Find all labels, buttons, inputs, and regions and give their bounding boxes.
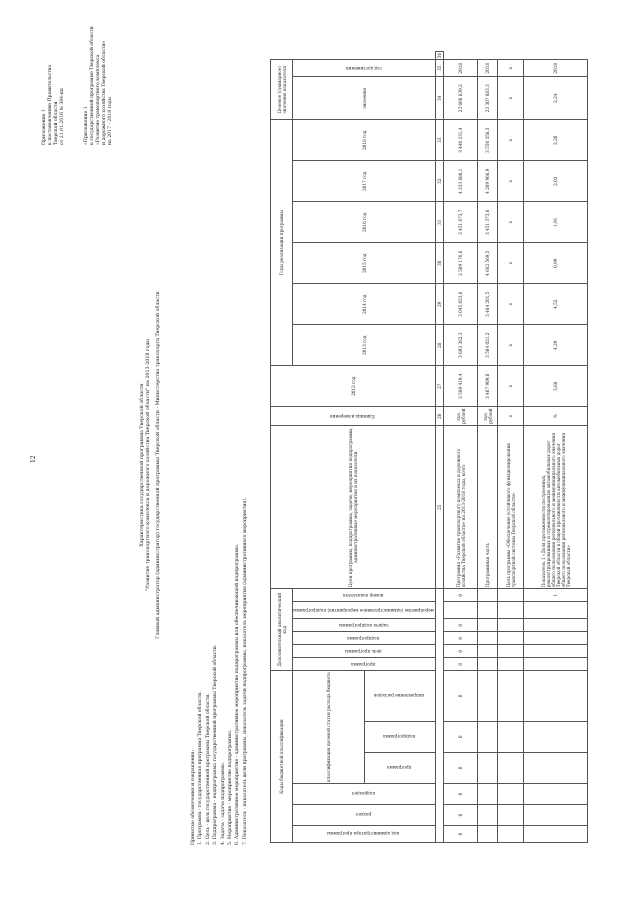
row-year-value: х [498,202,524,243]
column-number: 31 [436,202,444,243]
header-section: раздел [293,805,436,826]
header-year-2013: 2013 год [293,325,436,366]
row-year-value: 3 045 023,6 [444,284,478,325]
row-target: 23 307 683,3 [478,77,498,120]
header-year-2015: 2015 год [293,243,436,284]
row-2012: 3,68 [524,366,588,407]
row-target-year: 2018 [478,60,498,77]
heading-line: "Развитие транспортного комплекса и дорожного хозяйства Тверской области" на 2013-2018 годы [146,338,151,592]
row-year-value: х [498,325,524,366]
header-indicator-num: номер показателя [293,589,436,602]
row-name: Программа «Развитие транспортного комплекса и дорожного хозяйства Тверской области» на 2013-2018 годы, всего [444,426,478,589]
appendix-line: к постановлению Правительства [48,64,53,145]
header-program: программа [364,752,436,783]
appendix-line: Тверской области [54,101,59,145]
code-cell: 0 [444,589,478,602]
row-year-value: 3 692 362,3 [444,325,478,366]
code-cell: 1 [524,589,588,602]
abbreviations-notes [190,345,249,845]
row-target-year: х [498,60,524,77]
note-line: 7. Показатель - показатель цели программы, показатель задачи подпрограммы, показатель мероприятия (административного мероприятия). [242,497,248,845]
code-cell [444,602,478,619]
code-cell: 0 [444,671,478,721]
program-characteristics-table [270,51,588,843]
header-program-code: программа [293,658,436,671]
header-subprog: подпрограмма [293,632,436,645]
column-number: 29 [436,284,444,325]
row-unit: % [524,407,588,426]
header-year-2016: 2016 год [293,202,436,243]
column-number: 30 [436,243,444,284]
row-year-value: 2,02 [524,161,588,202]
header-year-2017: 2017 год [293,161,436,202]
appendix-line: «Развитие транспортного комплекса [96,54,101,145]
header-target-item: классификация целевой статьи расхода бюджета [293,671,365,784]
row-year-value: 3 550 358,3 [478,120,498,161]
column-number: 28 [436,325,444,366]
table-row [524,51,588,842]
header-2012: 2012 год [271,366,436,407]
row-2012: 3 467 909,8 [478,366,498,407]
row-year-value: 2,20 [524,120,588,161]
code-cell: 0 [444,784,478,805]
header-year-achieve: год достижения [293,60,436,77]
header-value: значение [293,77,436,120]
row-target-year: 2018 [524,60,588,77]
row-year-value: 1,91 [524,202,588,243]
code-cell: 0 [444,658,478,671]
column-number: 25 [436,426,444,589]
code-cell: 0 [444,805,478,826]
appendix-line: от 21.01.2016 № 384-пп [60,88,65,145]
header-event: мероприятие (административное мероприятие) подпрограммы [293,602,436,619]
note-line: 1. Программа - государственная программа Тверской области. [198,691,204,845]
header-subprogram: подпрограмма [364,721,436,752]
row-name: Цель программы «Обеспечение устойчивого функционирования транспортной системы Тверской области» [498,426,524,589]
column-number: 36 [437,52,443,59]
appendix-line: «Приложение 1 [84,106,89,145]
heading-line: Главный администратор (администратор) государственной программы Тверской области - Министерство транспорта Тверской области [156,291,161,639]
row-year-value: 2 509 176,6 [444,243,478,284]
row-unit: х [498,407,524,426]
column-number: 33 [436,120,444,161]
document-heading [140,225,162,705]
row-year-value: х [498,243,524,284]
row-target: 23 060 839,2 [444,77,478,120]
row-year-value: х [498,120,524,161]
row-unit: тыс. рублей [478,407,498,426]
row-year-value: 4,52 [524,284,588,325]
row-year-value: х [498,284,524,325]
note-line: 3. Подпрограмма - подпрограмма государственной программы Тверской области. [213,644,219,845]
note-line: 4. Задача - задача подпрограммы. [220,761,226,845]
appendix-line: к государственной программе Тверской области [90,26,95,145]
row-name: Показатель 1 «Доля протяженности построенных, реконструированных и отремонтированных автомобильных дорог общего пользования регионального и межмуниципального значения Тверской области в общей протяженности автомобильных дорог общего пользования регионального и межмуниципального значения Тверской области» [524,426,588,589]
header-task: задача подпрограммы [293,619,436,632]
row-year-value: х [498,161,524,202]
appendix-line: на 2017 - 2018 годы [108,96,113,145]
row-year-value: 4 662 569,5 [478,243,498,284]
appendix-program-block [84,5,114,145]
column-number: 27 [436,366,444,407]
header-admin: код администратора программы [293,826,436,843]
row-year-value: 4,29 [524,325,588,366]
header-add-code: Дополнительный аналитический код [271,589,293,671]
note-line: 6. Административное мероприятие - административное мероприятие подпрограммы или обеспечивающей подпрограммы. [235,543,241,845]
appendix-order-block [42,25,66,145]
row-2012: х [498,366,524,407]
column-number: 35 [436,60,444,77]
code-cell: 0 [444,721,478,752]
header-years: Годы реализации программы [271,120,293,366]
row-year-value: 3 451 673,7 [444,202,478,243]
column-number: 34 [436,77,444,120]
header-direction: направление расходов [364,671,436,721]
row-year-value: 4 209 966,9 [478,161,498,202]
note-line: Принятые обозначения и сокращения: [191,749,196,845]
code-cell: 0 [444,645,478,658]
row-2012: 3 569 419,4 [444,366,478,407]
header-budget-codes: Коды бюджетной классификации [271,671,293,843]
column-number: 32 [436,161,444,202]
row-unit: тыс. рублей [444,407,478,426]
header-year-2018: 2018 год [293,120,436,161]
code-cell: 0 [444,632,478,645]
row-target: х [498,77,524,120]
header-name: Цели программы, подпрограммы, задачи, мероприятия подпрограммы, административные мероприятия и их показатели [271,426,436,589]
row-year-value: 3 440 231,4 [444,120,478,161]
table-row [478,51,498,842]
row-year-value: 3 451 373,6 [478,202,498,243]
heading-line: Характеристика государственной программы Тверской области [140,383,145,547]
header-year-2014: 2014 год [293,284,436,325]
column-number: 26 [436,407,444,426]
code-cell: 0 [444,619,478,632]
row-name: Программная часть [478,426,498,589]
row-year-value: 0,99 [524,243,588,284]
row-year-value: 3 464 201,5 [478,284,498,325]
appendix-line: Приложение 1 [42,109,47,145]
note-line: 2. Цель - цель государственной программы Тверской области. [205,693,211,845]
header-target: Целевое (суммарное) значение показателя [271,60,293,120]
column-number-row [436,51,444,842]
note-line: 5. Мероприятие - мероприятие подпрограммы. [228,729,234,845]
appendix-line: и дорожного хозяйства Тверской области» [102,40,107,145]
row-target: 2,24 [524,77,588,120]
row-year-value: 3 504 021,2 [478,325,498,366]
table-row [444,51,478,842]
row-year-value: 4 233 880,1 [444,161,478,202]
header-goal: цель программы [293,645,436,658]
code-cell: 0 [444,826,478,843]
page-number: 12 [30,455,37,463]
row-target-year: 2018 [444,60,478,77]
header-subsection: подраздел [293,784,436,805]
header-unit: Единица измерения [271,407,436,426]
code-cell: 0 [444,752,478,783]
table-row [498,51,524,842]
